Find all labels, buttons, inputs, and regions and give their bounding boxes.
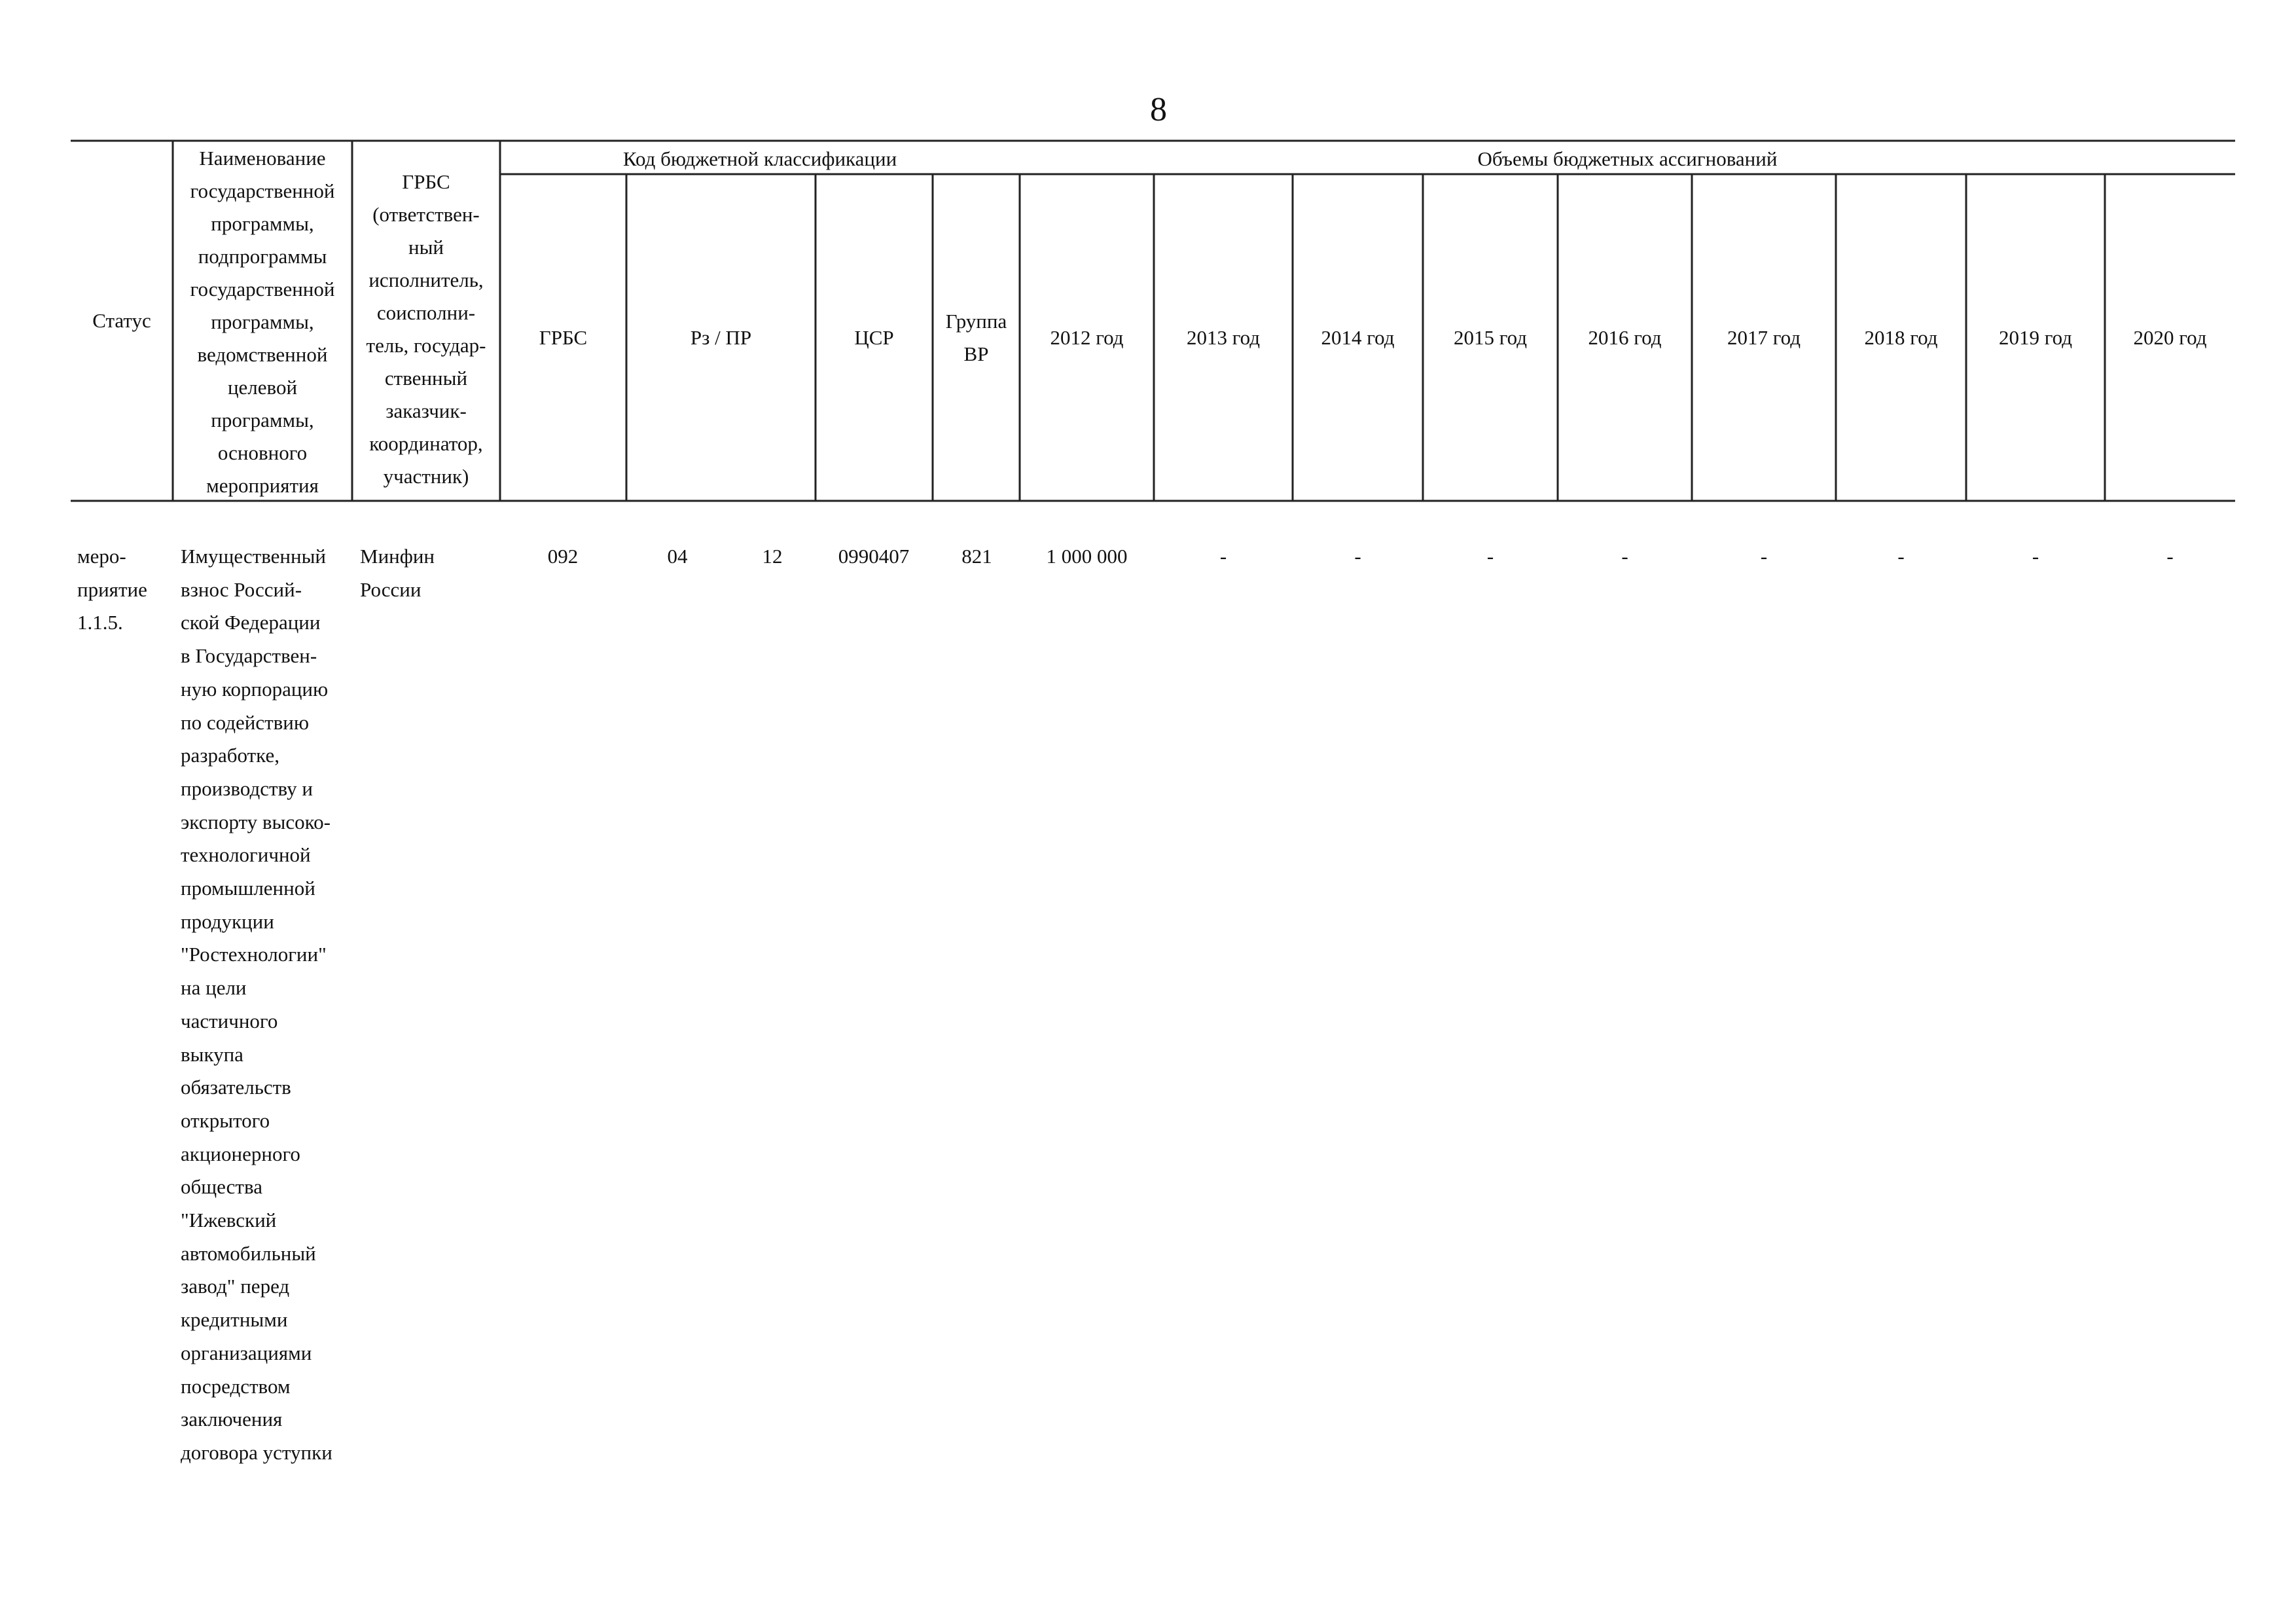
header-budget-code-group: Код бюджетной классификации [622, 147, 897, 170]
row-rz: 04 [667, 545, 688, 568]
row-vr: 821 [961, 545, 992, 568]
header-csr: ЦСР [854, 325, 894, 349]
row-status: меро- приятие 1.1.5. [77, 545, 147, 634]
row-value-year: - [1486, 545, 1494, 568]
header-year: 2018 год [1864, 325, 1938, 349]
row-value-year: - [2166, 545, 2174, 568]
row-value-year: 1 000 000 [1046, 545, 1128, 568]
header-year: 2015 год [1453, 325, 1528, 349]
header-budget-volume-group: Объемы бюджетных ассигнований [1477, 147, 1778, 170]
row-grbs: 092 [547, 545, 579, 568]
header-program-name: Наименование государственной программы, подпрограммы государственной программы, ведомственной целевой программы, основного мероприятия [190, 146, 335, 497]
row-pr: 12 [762, 545, 783, 568]
row-csr: 0990407 [838, 545, 910, 568]
row-value-year: - [1897, 545, 1905, 568]
header-vr: Группа ВР [945, 309, 1007, 365]
header-year: 2017 год [1727, 325, 1801, 349]
row-value-year: - [1219, 545, 1227, 568]
row-value-year: - [1760, 545, 1768, 568]
row-value-year: - [1621, 545, 1628, 568]
header-year: 2012 год [1050, 325, 1124, 349]
row-executor: Минфин России [360, 545, 435, 601]
row-program-name: Имущественный взнос Россий- ской Федерации в Государствен- ную корпорацию по содействию разработке, производству и экспорту высоко- технологичной промышленной продукции "Ростехнологии" на цели частичного выкупа обязательств открытого акционерного общества "Ижевский автомобильный завод" перед кредитными организациями посредством заключения договора уступки [181, 545, 332, 1464]
header-status: Статус [92, 309, 151, 332]
header-year: 2014 год [1321, 325, 1395, 349]
row-value-year: - [2032, 545, 2039, 568]
row-value-year: - [1354, 545, 1361, 568]
header-rz-pr: Рз / ПР [690, 325, 752, 349]
page-number: 8 [1150, 91, 1167, 128]
header-grbs: ГРБС [539, 325, 588, 349]
header-year: 2019 год [1998, 325, 2073, 349]
header-year: 2016 год [1588, 325, 1662, 349]
header-year: 2013 год [1186, 325, 1261, 349]
header-year: 2020 год [2133, 325, 2207, 349]
header-grbs-responsible: ГРБС (ответствен- ный исполнитель, соисполни- тель, государ- ственный заказчик- координатор, участник) [366, 170, 486, 488]
